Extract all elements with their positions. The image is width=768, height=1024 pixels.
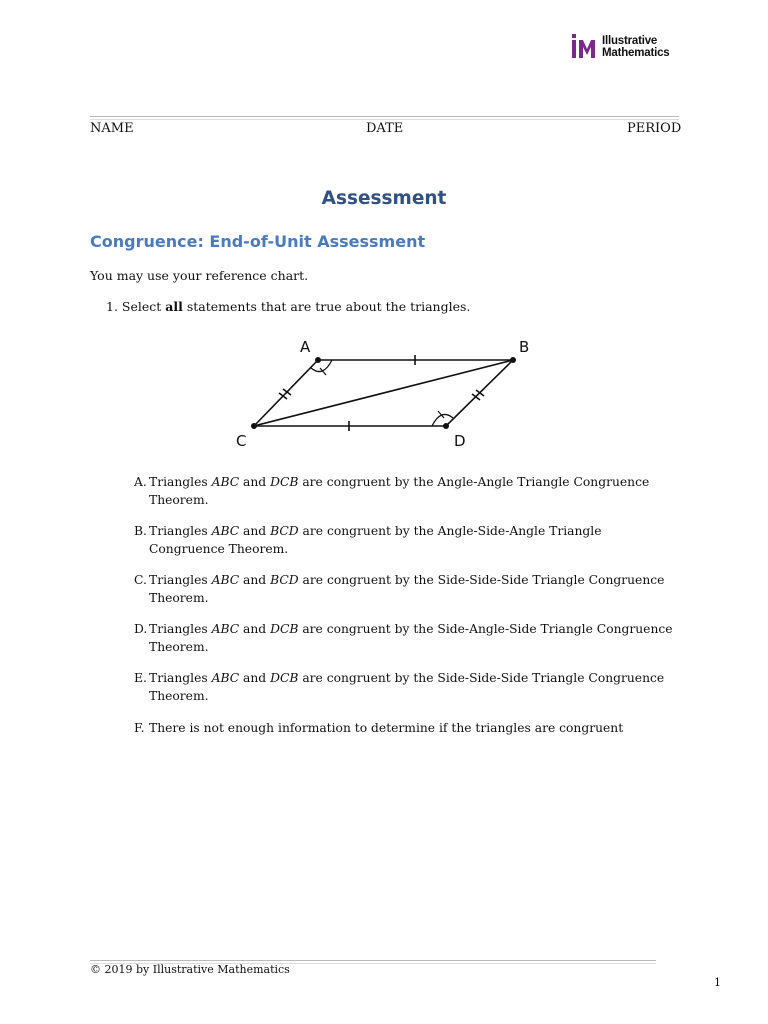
question-number: 1. [106, 299, 118, 314]
option-text-cont: Theorem. [149, 492, 209, 507]
option-text: are congruent by the Side-Angle-Side Triangle Congruence [298, 622, 673, 636]
option-text: and [239, 524, 271, 538]
triangle-name: ABC [211, 671, 240, 685]
option-text: are congruent by the Side-Side-Side Triangle Congruence [298, 671, 665, 685]
logo-word-2: Mathematics [602, 47, 670, 59]
triangle-name: BCD [270, 524, 299, 538]
option-text: and [239, 573, 271, 587]
option-letter: E. [134, 671, 147, 685]
option-c[interactable] [134, 572, 679, 607]
point-c [251, 423, 257, 429]
triangle-name: DCB [270, 622, 299, 636]
option-text-cont: Theorem. [149, 590, 209, 605]
option-text-cont: Congruence Theorem. [149, 541, 289, 556]
period-label: PERIOD [627, 121, 682, 136]
option-text: Triangles [149, 475, 212, 489]
option-text: There is not enough information to determine if the triangles are congruent [149, 721, 624, 735]
option-text: Triangles [149, 671, 212, 685]
label-d: D [454, 432, 466, 450]
triangle-name: DCB [270, 671, 299, 685]
option-letter: D. [134, 622, 148, 636]
point-b [510, 357, 516, 363]
segment-ac [254, 360, 318, 426]
name-label: NAME [90, 121, 134, 136]
triangle-name: ABC [211, 622, 240, 636]
logo-word-1: Illustrative [602, 35, 658, 47]
option-b[interactable] [134, 523, 679, 558]
option-text: are congruent by the Side-Side-Side Triangle Congruence [298, 573, 665, 587]
segment-cb [254, 360, 513, 426]
page-title: Assessment [321, 188, 447, 209]
label-c: C [236, 432, 247, 450]
triangle-name: ABC [211, 573, 240, 587]
option-text-cont: Theorem. [149, 688, 209, 703]
label-b: B [519, 338, 530, 356]
option-text: are congruent by the Angle-Angle Triangle Congruence [298, 475, 650, 489]
logo-wordmark [602, 35, 669, 59]
question-1-prompt [106, 299, 470, 315]
page-number: 1 [714, 976, 721, 989]
question-prefix: Select [121, 299, 166, 314]
label-a: A [300, 338, 311, 356]
option-text: Triangles [149, 524, 212, 538]
option-text: and [239, 475, 271, 489]
point-a [315, 357, 321, 363]
triangle-name: BCD [270, 573, 299, 587]
illustrative-mathematics-logo [570, 34, 680, 60]
option-text-cont: Theorem. [149, 639, 209, 654]
option-text: and [239, 622, 271, 636]
option-text: Triangles [149, 573, 212, 587]
header-top-rule [90, 116, 679, 120]
option-text: are congruent by the Angle-Side-Angle Triangle [298, 524, 602, 538]
question-emphasis: all [165, 299, 183, 314]
option-f[interactable] [134, 720, 679, 738]
option-letter: C. [134, 573, 147, 587]
triangle-name: ABC [211, 475, 240, 489]
instructions: You may use your reference chart. [90, 268, 309, 283]
option-a[interactable] [134, 474, 679, 509]
option-text: Triangles [149, 622, 212, 636]
im-logo-icon [570, 34, 600, 60]
option-letter: A. [134, 475, 147, 489]
date-label: DATE [366, 121, 404, 136]
assessment-subtitle: Congruence: End-of-Unit Assessment [90, 232, 426, 251]
option-letter: B. [134, 524, 147, 538]
parallelogram-figure [228, 330, 548, 455]
point-d [443, 423, 449, 429]
question-suffix: statements that are true about the triangles. [182, 299, 471, 314]
copyright-footer: © 2019 by Illustrative Mathematics [90, 963, 290, 976]
triangle-name: ABC [211, 524, 240, 538]
option-text: and [239, 671, 271, 685]
option-d[interactable] [134, 621, 679, 656]
option-letter: F. [134, 721, 145, 735]
triangle-name: DCB [270, 475, 299, 489]
option-e[interactable] [134, 670, 679, 705]
